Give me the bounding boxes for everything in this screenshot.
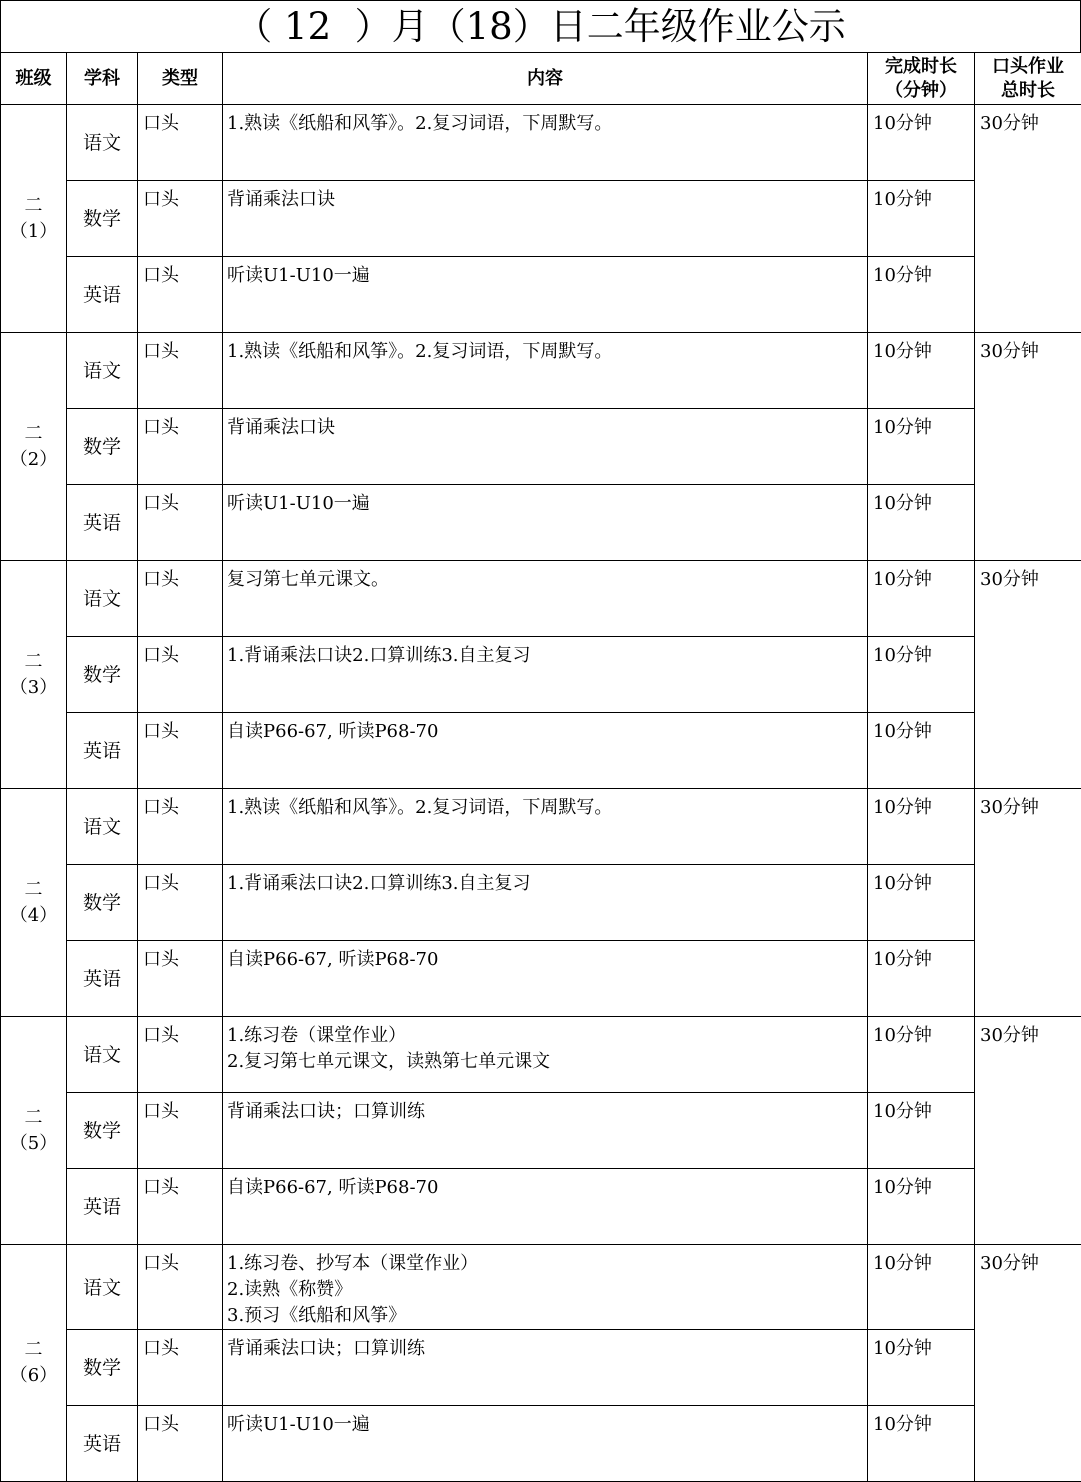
table-row	[1, 1245, 1081, 1330]
content-cell	[223, 789, 868, 865]
subject-cell	[67, 865, 138, 941]
type-cell: 口头	[138, 409, 223, 485]
duration-cell: 10分钟	[868, 941, 975, 1017]
duration-cell: 10分钟	[868, 1169, 975, 1245]
header-oral-total	[975, 53, 1081, 105]
content-line: 自读P66-67, 听读P68-70	[227, 719, 867, 745]
subject-cell	[67, 941, 138, 1017]
subject-label: 数学	[83, 664, 121, 686]
duration-cell: 10分钟	[868, 105, 975, 181]
type-cell: 口头	[138, 789, 223, 865]
type-cell: 口头	[138, 941, 223, 1017]
class-cell	[1, 789, 67, 1017]
subject-cell	[67, 1169, 138, 1245]
header-duration-line2: （分钟）	[868, 79, 974, 103]
table-row	[1, 485, 1081, 561]
content-line: 背诵乘法口诀	[227, 187, 867, 213]
oral-total-cell: 30分钟	[975, 1245, 1081, 1482]
class-grade: 二	[1, 649, 66, 675]
class-grade: 二	[1, 1337, 66, 1363]
content-cell	[223, 1330, 868, 1406]
class-cell	[1, 1017, 67, 1245]
content-line: 复习第七单元课文。	[227, 567, 867, 593]
duration-cell: 10分钟	[868, 1245, 975, 1330]
content-cell	[223, 637, 868, 713]
content-line: 背诵乘法口诀；口算训练	[227, 1336, 867, 1362]
header-type: 类型	[138, 53, 223, 105]
subject-label: 数学	[83, 1357, 121, 1379]
duration-cell: 10分钟	[868, 1017, 975, 1093]
header-class: 班级	[1, 53, 67, 105]
subject-label: 语文	[83, 360, 121, 382]
subject-cell	[67, 333, 138, 409]
class-grade: 二	[1, 193, 66, 219]
class-number: （5）	[1, 1131, 66, 1157]
duration-cell: 10分钟	[868, 485, 975, 561]
subject-label: 数学	[83, 436, 121, 458]
content-line: 听读U1-U10一遍	[227, 491, 867, 517]
table-row	[1, 713, 1081, 789]
content-line: 1.熟读《纸船和风筝》。2.复习词语，下周默写。	[227, 795, 867, 821]
type-cell: 口头	[138, 1245, 223, 1330]
subject-label: 语文	[83, 588, 121, 610]
class-cell	[1, 561, 67, 789]
page-title: （ 12 ）月（18）日二年级作业公示	[0, 0, 1081, 52]
type-cell: 口头	[138, 1017, 223, 1093]
class-cell	[1, 1245, 67, 1482]
content-line: 1.练习卷、抄写本（课堂作业）	[227, 1251, 867, 1277]
type-cell: 口头	[138, 333, 223, 409]
duration-cell: 10分钟	[868, 409, 975, 485]
class-number: （4）	[1, 903, 66, 929]
content-line: 听读U1-U10一遍	[227, 263, 867, 289]
table-row	[1, 1169, 1081, 1245]
content-line: 2.复习第七单元课文，读熟第七单元课文	[227, 1049, 867, 1075]
header-row	[1, 53, 1081, 105]
subject-cell	[67, 1017, 138, 1093]
duration-cell: 10分钟	[868, 257, 975, 333]
type-cell: 口头	[138, 1169, 223, 1245]
subject-cell	[67, 1093, 138, 1169]
content-cell	[223, 941, 868, 1017]
table-row	[1, 105, 1081, 181]
subject-label: 英语	[83, 512, 121, 534]
subject-label: 英语	[83, 1196, 121, 1218]
content-cell	[223, 485, 868, 561]
content-cell	[223, 1169, 868, 1245]
table-row	[1, 1093, 1081, 1169]
class-number: （3）	[1, 675, 66, 701]
subject-label: 数学	[83, 1120, 121, 1142]
type-cell: 口头	[138, 1406, 223, 1482]
content-line: 2.读熟《称赞》	[227, 1277, 867, 1303]
duration-cell: 10分钟	[868, 637, 975, 713]
header-oral-total-line1: 口头作业	[975, 55, 1081, 79]
table-row	[1, 409, 1081, 485]
type-cell: 口头	[138, 485, 223, 561]
subject-cell	[67, 485, 138, 561]
content-cell	[223, 1017, 868, 1093]
table-row	[1, 181, 1081, 257]
class-grade: 二	[1, 1105, 66, 1131]
table-row	[1, 865, 1081, 941]
duration-cell: 10分钟	[868, 865, 975, 941]
class-grade: 二	[1, 877, 66, 903]
subject-cell	[67, 713, 138, 789]
table-row	[1, 1330, 1081, 1406]
subject-label: 英语	[83, 1433, 121, 1455]
content-line: 自读P66-67, 听读P68-70	[227, 947, 867, 973]
class-number: （6）	[1, 1363, 66, 1389]
type-cell: 口头	[138, 181, 223, 257]
oral-total-cell: 30分钟	[975, 789, 1081, 1017]
subject-label: 语文	[83, 1277, 121, 1299]
content-cell	[223, 257, 868, 333]
oral-total-cell: 30分钟	[975, 333, 1081, 561]
content-cell	[223, 1245, 868, 1330]
table-row	[1, 1017, 1081, 1093]
content-line: 1.背诵乘法口诀2.口算训练3.自主复习	[227, 871, 867, 897]
subject-cell	[67, 1245, 138, 1330]
subject-label: 英语	[83, 740, 121, 762]
type-cell: 口头	[138, 561, 223, 637]
table-body	[1, 105, 1081, 1482]
content-line: 1.熟读《纸船和风筝》。2.复习词语，下周默写。	[227, 339, 867, 365]
class-number: （2）	[1, 447, 66, 473]
type-cell: 口头	[138, 637, 223, 713]
header-duration-line1: 完成时长	[868, 55, 974, 79]
duration-cell: 10分钟	[868, 1093, 975, 1169]
subject-label: 语文	[83, 816, 121, 838]
duration-cell: 10分钟	[868, 181, 975, 257]
content-line: 自读P66-67, 听读P68-70	[227, 1175, 867, 1201]
subject-cell	[67, 637, 138, 713]
subject-cell	[67, 181, 138, 257]
subject-cell	[67, 409, 138, 485]
subject-cell	[67, 789, 138, 865]
table-row	[1, 637, 1081, 713]
type-cell: 口头	[138, 713, 223, 789]
type-cell: 口头	[138, 865, 223, 941]
table-row	[1, 333, 1081, 409]
homework-table	[0, 52, 1081, 1482]
content-cell	[223, 333, 868, 409]
content-cell	[223, 105, 868, 181]
table-row	[1, 1406, 1081, 1482]
content-line: 1.练习卷（课堂作业）	[227, 1023, 867, 1049]
subject-cell	[67, 1406, 138, 1482]
content-cell	[223, 1093, 868, 1169]
content-cell	[223, 561, 868, 637]
oral-total-cell: 30分钟	[975, 1017, 1081, 1245]
duration-cell: 10分钟	[868, 713, 975, 789]
subject-label: 数学	[83, 208, 121, 230]
content-line: 背诵乘法口诀；口算训练	[227, 1099, 867, 1125]
subject-label: 语文	[83, 132, 121, 154]
content-cell	[223, 865, 868, 941]
subject-label: 英语	[83, 968, 121, 990]
header-oral-total-line2: 总时长	[975, 79, 1081, 103]
class-number: （1）	[1, 219, 66, 245]
header-content: 内容	[223, 53, 868, 105]
table-row	[1, 257, 1081, 333]
class-cell	[1, 105, 67, 333]
subject-cell	[67, 105, 138, 181]
duration-cell: 10分钟	[868, 1330, 975, 1406]
header-duration	[868, 53, 975, 105]
type-cell: 口头	[138, 1330, 223, 1406]
content-line: 听读U1-U10一遍	[227, 1412, 867, 1438]
content-cell	[223, 1406, 868, 1482]
content-cell	[223, 713, 868, 789]
type-cell: 口头	[138, 257, 223, 333]
oral-total-cell: 30分钟	[975, 105, 1081, 333]
duration-cell: 10分钟	[868, 1406, 975, 1482]
class-grade: 二	[1, 421, 66, 447]
oral-total-cell: 30分钟	[975, 561, 1081, 789]
table-row	[1, 561, 1081, 637]
table-row	[1, 941, 1081, 1017]
class-cell	[1, 333, 67, 561]
content-line: 3.预习《纸船和风筝》	[227, 1303, 867, 1329]
type-cell: 口头	[138, 105, 223, 181]
content-line: 1.背诵乘法口诀2.口算训练3.自主复习	[227, 643, 867, 669]
duration-cell: 10分钟	[868, 789, 975, 865]
subject-label: 英语	[83, 284, 121, 306]
duration-cell: 10分钟	[868, 561, 975, 637]
header-subject: 学科	[67, 53, 138, 105]
duration-cell: 10分钟	[868, 333, 975, 409]
type-cell: 口头	[138, 1093, 223, 1169]
subject-cell	[67, 561, 138, 637]
subject-cell	[67, 1330, 138, 1406]
content-cell	[223, 181, 868, 257]
subject-label: 数学	[83, 892, 121, 914]
content-line: 1.熟读《纸船和风筝》。2.复习词语，下周默写。	[227, 111, 867, 137]
subject-cell	[67, 257, 138, 333]
content-line: 背诵乘法口诀	[227, 415, 867, 441]
subject-label: 语文	[83, 1044, 121, 1066]
table-row	[1, 789, 1081, 865]
content-cell	[223, 409, 868, 485]
